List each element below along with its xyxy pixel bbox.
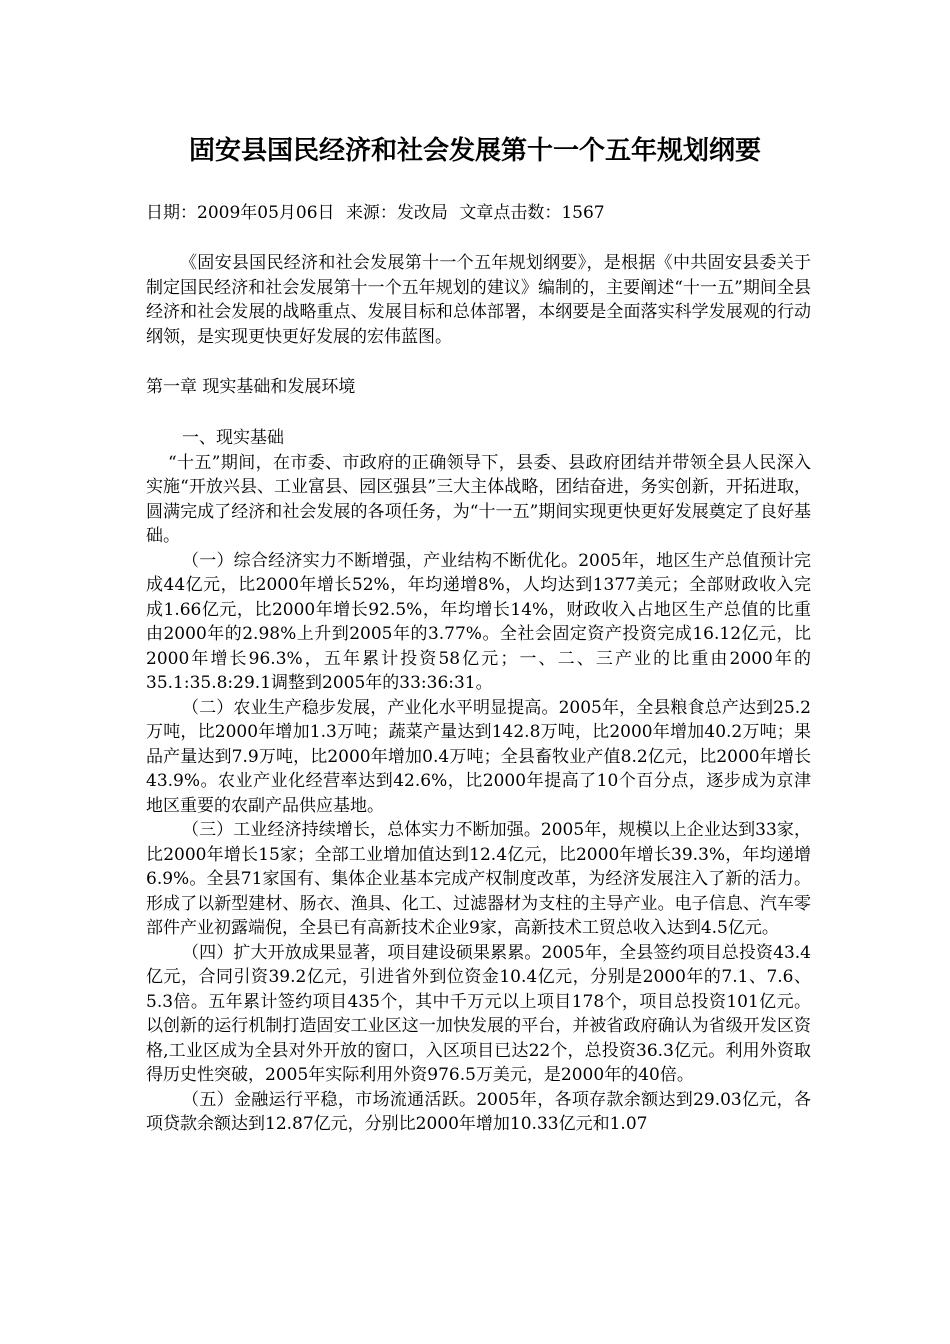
- paragraph-industry: （三）工业经济持续增长，总体实力不断加强。2005年，规模以上企业达到33家，比2000年增长15家；全部工业增加值达到12.4亿元，比2000年增长39.3%，年均递增6.9%。全县71家国有、集体企业基本完成产权制度改革，为经济发展注入了新的活力。形成了以新型建材、肠衣、渔具、化工、过滤器材为支柱的主导产业。电子信息、汽车零部件产业初露端倪，全县已有高新技术企业9家，高新技术工贸总收入达到4.5亿元。: [146, 820, 811, 938]
- article-meta: [146, 201, 826, 225]
- publish-date: 日期：2009年05月06日: [146, 203, 335, 223]
- paragraph-agriculture: （二）农业生产稳步发展，产业化水平明显提高。2005年，全县粮食总产达到25.2万吨，比2000年增加1.3万吨；蔬菜产量达到142.8万吨，比2000年增加40.2万吨；果品产量达到7.9万吨，比2000年增加0.4万吨；全县畜牧业产值8.2亿元，比2000年增长43.9%。农业产业化经营率达到42.6%，比2000年提高了10个百分点，逐步成为京津地区重要的农副产品供应基地。: [146, 697, 811, 816]
- section-heading: 一、现实基础: [182, 428, 284, 448]
- paragraph-opening-up: （四）扩大开放成果显著，项目建设硕果累累。2005年，全县签约项目总投资43.4亿元，合同引资39.2亿元，引进省外到位资金10.4亿元，分别是2000年的7.1、7.6、5.3倍。五年累计签约项目435个，其中千万元以上项目178个，项目总投资101亿元。以创新的运行机制打造固安工业区这一加快发展的平台，并被省政府确认为省级开发区资格,工业区成为全县对外开放的窗口，入区项目已达22个，总投资36.3亿元。利用外资取得历史性突破，2005年实际利用外资976.5万美元，是2000年的40倍。: [146, 942, 811, 1085]
- paragraph-economy: （一）综合经济实力不断增强，产业结构不断优化。2005年，地区生产总值预计完成44亿元，比2000年增长52%，年均递增8%，人均达到1377美元；全部财政收入完成1.66亿元，比2000年增长92.5%，年均增长14%，财政收入占地区生产总值的比重由2000年的2.98%上升到2005年的3.77%。全社会固定资产投资完成16.12亿元，比2000年增长96.3%，五年累计投资58亿元；一、二、三产业的比重由2000年的35.1:35.8:29.1调整到2005年的33:36:31。: [146, 550, 811, 693]
- click-count: 文章点击数：1567: [459, 203, 605, 223]
- document-title: 固安县国民经济和社会发展第十一个五年规划纲要: [188, 136, 761, 166]
- intro-paragraph: 《固安县国民经济和社会发展第十一个五年规划纲要》，是根据《中共固安县委关于制定国民经济和社会发展第十一个五年规划的建议》编制的，主要阐述“十一五”期间全县经济和社会发展的战略重点、发展目标和总体部署，本纲要是全面落实科学发展观的行动纲领，是实现更快更好发展的宏伟蓝图。: [146, 253, 811, 347]
- chapter-body: [146, 426, 811, 1137]
- chapter-heading: 第一章 现实基础和发展环境: [146, 377, 356, 397]
- source-label: 来源：发改局: [345, 203, 448, 223]
- paragraph-finance: （五）金融运行平稳，市场流通活跃。2005年，各项存款余额达到29.03亿元，各项贷款余额达到12.87亿元，分别比2000年增加10.33亿元和1.07: [146, 1089, 811, 1134]
- paragraph-overview: “十五”期间，在市委、市政府的正确领导下，县委、县政府团结并带领全县人民深入实施“开放兴县、工业富县、园区强县”三大主体战略，团结奋进，务实创新，开拓进取，圆满完成了经济和社会发展的各项任务，为“十一五”期间实现更快更好发展奠定了良好基础。: [146, 452, 811, 546]
